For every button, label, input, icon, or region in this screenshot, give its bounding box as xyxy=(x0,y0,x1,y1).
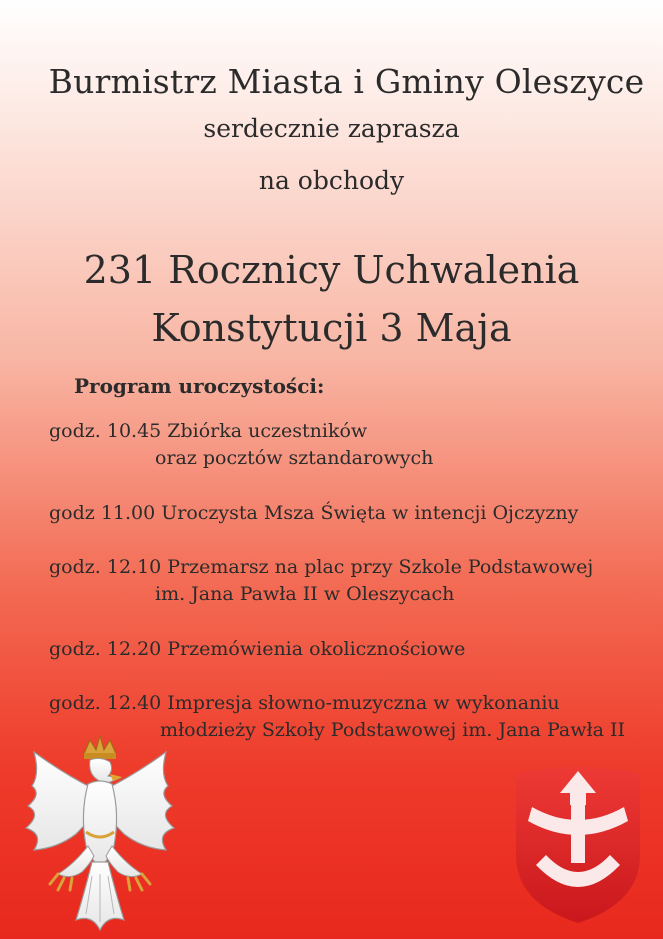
program-item: godz. 12.10 Przemarsz na plac przy Szkole Podstawowej xyxy=(49,556,594,578)
program-item-continuation: im. Jana Pawła II w Oleszycach xyxy=(155,583,455,605)
program-item: godz. 12.40 Impresja słowno-muzyczna w wykonaniu xyxy=(49,692,560,714)
header-line-event: na obchody xyxy=(258,166,405,195)
program-item: godz. 12.20 Przemówienia okolicznościowe xyxy=(49,638,466,660)
program-item-continuation: młodzieży Szkoły Podstawowej im. Jana Pawła II xyxy=(160,719,626,741)
program-item: godz 11.00 Uroczysta Msza Święta w intencji Ojczyzny xyxy=(49,502,579,524)
header-line-invites: serdecznie zaprasza xyxy=(203,114,460,143)
program-item: godz. 10.45 Zbiórka uczestników xyxy=(49,420,368,442)
program-item-continuation: oraz pocztów sztandarowych xyxy=(155,447,434,469)
headline-line-1: 231 Rocznicy Uchwalenia xyxy=(83,248,580,292)
program-label: Program uroczystości: xyxy=(74,374,325,398)
header-line-mayor: Burmistrz Miasta i Gminy Oleszyce xyxy=(48,62,645,101)
polish-white-eagle-icon xyxy=(14,734,186,934)
headline-line-2: Konstytucji 3 Maja xyxy=(151,306,512,350)
oleszyce-coat-of-arms-icon xyxy=(512,763,644,925)
